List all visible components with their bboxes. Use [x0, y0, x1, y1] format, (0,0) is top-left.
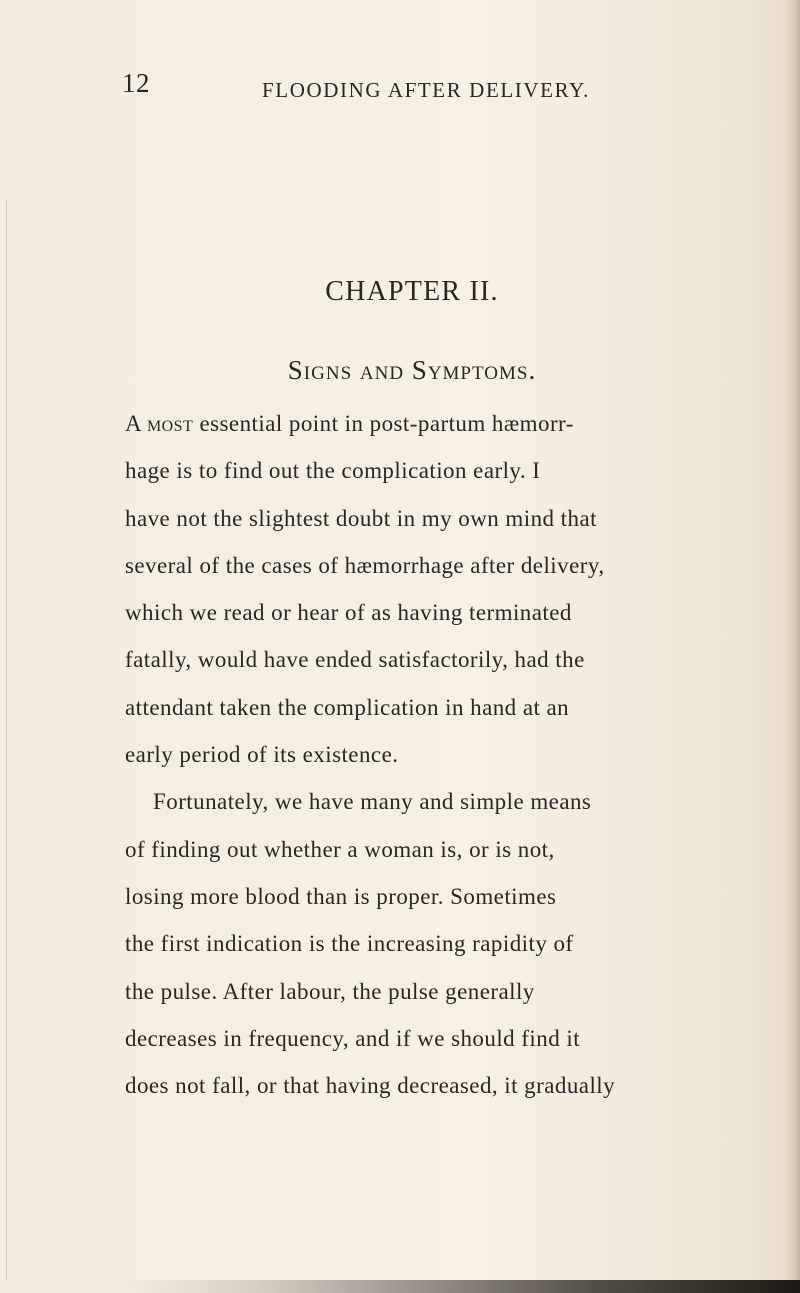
text-line: which we read or hear of as having terminated: [125, 600, 572, 626]
page-right-edge-shadow: [786, 0, 800, 1293]
line-text: essential point in post-partum hæmorr-: [193, 411, 574, 436]
chapter-heading: [0, 276, 800, 308]
section-title-text: Signs and Symptoms.: [287, 355, 537, 385]
text-line: the first indication is the increasing rapidity of: [125, 931, 574, 957]
lead-small-caps: A most: [125, 411, 194, 436]
text-line: early period of its existence.: [125, 742, 399, 768]
text-line: several of the cases of hæmorrhage after delivery,: [125, 552, 605, 578]
text-line: Fortunately, we have many and simple means: [153, 789, 592, 815]
page-number: 12: [122, 68, 150, 98]
chapter-heading-text: CHAPTER II.: [325, 276, 499, 307]
text-line: attendant taken the complication in hand at an: [125, 694, 570, 720]
text-line: have not the slightest doubt in my own mind that: [125, 505, 597, 531]
text-line: [125, 400, 685, 447]
text-line: fatally, would have ended satisfactorily, had the: [125, 647, 585, 673]
text-line: of finding out whether a woman is, or is not,: [125, 836, 555, 862]
body-text: [125, 400, 685, 1109]
section-title: [0, 355, 800, 386]
text-line: losing more blood than is proper. Sometimes: [125, 883, 557, 909]
text-line: hage is to find out the complication early. I: [125, 458, 541, 484]
text-line: does not fall, or that having decreased, it gradually: [125, 1073, 616, 1099]
page-bottom-edge: [120, 1280, 800, 1293]
running-title: FLOODING AFTER DELIVERY.: [262, 78, 590, 102]
text-line: decreases in frequency, and if we should find it: [125, 1025, 581, 1051]
text-line: the pulse. After labour, the pulse generally: [125, 978, 535, 1004]
